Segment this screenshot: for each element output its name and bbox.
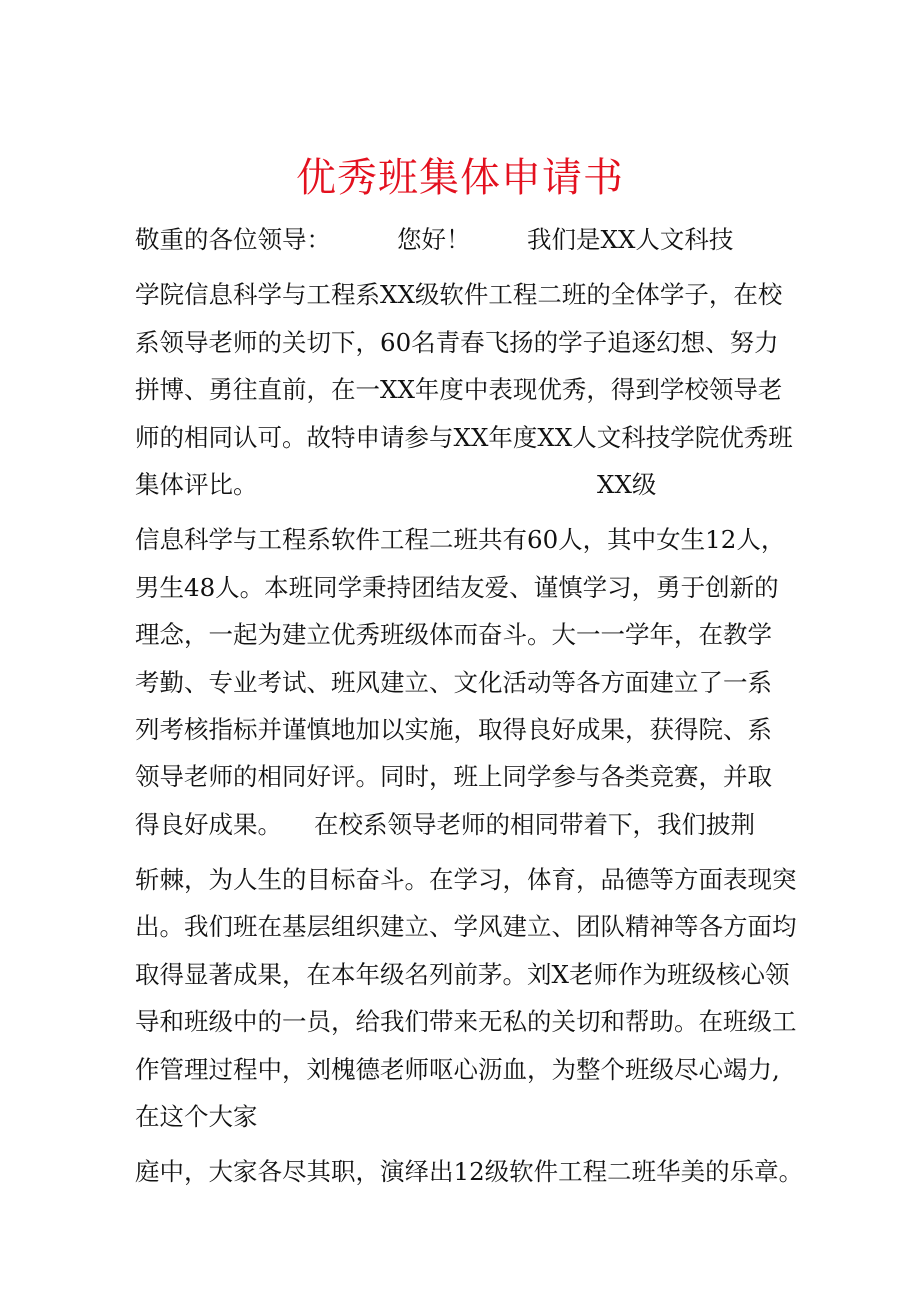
salutation: 敬重的各位领导： (135, 225, 331, 254)
document-title: 优秀班集体申请书 (296, 155, 624, 201)
text-line: 理念，一起为建立优秀班级体而奋斗。大一一学年，在教学 (135, 620, 772, 650)
para1-end: 集体评比。 (135, 469, 258, 499)
text-line: 取得显著成果，在本年级名列前茅。刘X老师作为班级核心领 (135, 959, 790, 989)
para2-start: XX级 (597, 469, 657, 499)
text-line: 导和班级中的一员，给我们带来无私的关切和帮助。在班级工 (135, 1007, 797, 1037)
text-line: 师的相同认可。故特申请参与XX年度XX人文科技学院优秀班 (135, 422, 793, 452)
text-line: 在这个大家 (135, 1102, 258, 1132)
text-line: 领导老师的相同好评。同时，班上同学参与各类竞赛，并取 (135, 762, 772, 792)
text-line: 考勤、专业考试、班风建立、文化活动等各方面建立了一系 (135, 667, 772, 697)
text-line: 列考核指标并谨慎地加以实施，取得良好成果，获得院、系 (135, 714, 772, 744)
last-line: 庭中，大家各尽其职，演绎出12级软件工程二班华美的乐章。 (135, 1157, 804, 1187)
text-line: 系领导老师的关切下，60名青春飞扬的学子追逐幻想、努力 (135, 327, 779, 357)
para3-start-line (135, 801, 795, 848)
text-line: 男生48人。本班同学秉持团结友爱、谨慎学习，勇于创新的 (135, 572, 779, 602)
text-line: 出。我们班在基层组织建立、学风建立、团队精神等各方面均 (135, 912, 797, 942)
para2-end: 得良好成果。 (135, 809, 282, 839)
text-line: 作管理过程中，刘槐德老师呕心沥血，为整个班级尽心竭力, (135, 1054, 780, 1084)
text-line: 学院信息科学与工程系XX级软件工程二班的全体学子，在校 (135, 280, 783, 310)
document-body (135, 216, 804, 1196)
text-line: 斩棘，为人生的目标奋斗。在学习，体育，品德等方面表现突 (135, 865, 797, 895)
intro-start: 我们是XX人文科技 (527, 225, 734, 254)
text-line: 信息科学与工程系软件工程二班共有60人，其中女生12人， (135, 525, 786, 555)
greeting-line (135, 216, 795, 263)
para3-start: 在校系领导老师的相同带着下，我们披荆 (314, 809, 755, 839)
greeting-hello: 您好！ (397, 225, 471, 254)
text-line: 拼博、勇往直前，在一XX年度中表现优秀，得到学校领导老 (135, 375, 783, 405)
